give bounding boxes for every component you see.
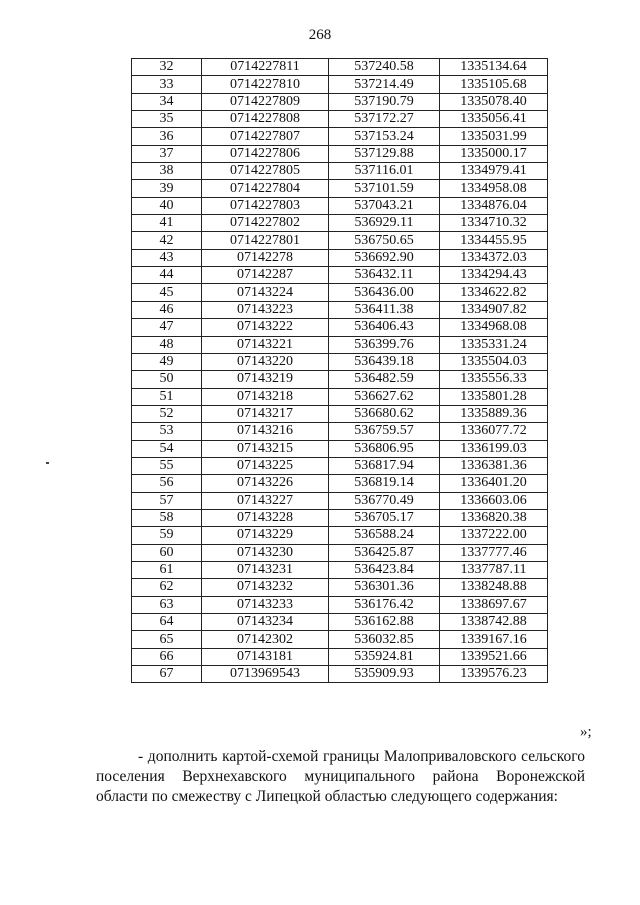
point-number-cell: 62 bbox=[132, 579, 202, 596]
table-row bbox=[132, 544, 548, 561]
x-coordinate-cell: 536750.65 bbox=[329, 232, 440, 249]
table-row bbox=[132, 666, 548, 683]
point-id-cell: 0714227811 bbox=[202, 59, 329, 76]
point-number-cell: 65 bbox=[132, 631, 202, 648]
x-coordinate-cell: 536436.00 bbox=[329, 284, 440, 301]
x-coordinate-cell: 536759.57 bbox=[329, 423, 440, 440]
y-coordinate-cell: 1334372.03 bbox=[440, 249, 548, 266]
point-number-cell: 59 bbox=[132, 527, 202, 544]
scan-speck bbox=[46, 462, 49, 464]
point-id-cell: 07142302 bbox=[202, 631, 329, 648]
table-row bbox=[132, 267, 548, 284]
point-number-cell: 40 bbox=[132, 197, 202, 214]
point-id-cell: 0714227809 bbox=[202, 93, 329, 110]
y-coordinate-cell: 1335105.68 bbox=[440, 76, 548, 93]
x-coordinate-cell: 537172.27 bbox=[329, 111, 440, 128]
x-coordinate-cell: 536423.84 bbox=[329, 561, 440, 578]
table-row bbox=[132, 197, 548, 214]
point-number-cell: 32 bbox=[132, 59, 202, 76]
x-coordinate-cell: 536770.49 bbox=[329, 492, 440, 509]
point-id-cell: 07143218 bbox=[202, 388, 329, 405]
point-number-cell: 53 bbox=[132, 423, 202, 440]
y-coordinate-cell: 1334876.04 bbox=[440, 197, 548, 214]
table-row bbox=[132, 509, 548, 526]
x-coordinate-cell: 535909.93 bbox=[329, 666, 440, 683]
x-coordinate-cell: 536929.11 bbox=[329, 215, 440, 232]
table-row bbox=[132, 336, 548, 353]
y-coordinate-cell: 1336820.38 bbox=[440, 509, 548, 526]
table-row bbox=[132, 353, 548, 370]
point-number-cell: 48 bbox=[132, 336, 202, 353]
table-row bbox=[132, 232, 548, 249]
point-id-cell: 07143223 bbox=[202, 301, 329, 318]
point-id-cell: 07142278 bbox=[202, 249, 329, 266]
y-coordinate-cell: 1335889.36 bbox=[440, 405, 548, 422]
x-coordinate-cell: 536482.59 bbox=[329, 371, 440, 388]
point-number-cell: 66 bbox=[132, 648, 202, 665]
point-id-cell: 07143221 bbox=[202, 336, 329, 353]
point-id-cell: 0714227808 bbox=[202, 111, 329, 128]
y-coordinate-cell: 1339576.23 bbox=[440, 666, 548, 683]
table-row bbox=[132, 440, 548, 457]
x-coordinate-cell: 536439.18 bbox=[329, 353, 440, 370]
y-coordinate-cell: 1339521.66 bbox=[440, 648, 548, 665]
point-id-cell: 07143232 bbox=[202, 579, 329, 596]
y-coordinate-cell: 1338742.88 bbox=[440, 614, 548, 631]
x-coordinate-cell: 537043.21 bbox=[329, 197, 440, 214]
point-number-cell: 37 bbox=[132, 145, 202, 162]
point-number-cell: 35 bbox=[132, 111, 202, 128]
table-row bbox=[132, 457, 548, 474]
amendment-paragraph: - дополнить картой-схемой границы Малоприваловского сельского поселения Верхнехавского муниципального района Воронежской области по смежеству с Липецкой областью следующего содержания: bbox=[96, 748, 585, 805]
y-coordinate-cell: 1337777.46 bbox=[440, 544, 548, 561]
y-coordinate-cell: 1338697.67 bbox=[440, 596, 548, 613]
x-coordinate-cell: 536588.24 bbox=[329, 527, 440, 544]
point-id-cell: 0714227807 bbox=[202, 128, 329, 145]
point-number-cell: 51 bbox=[132, 388, 202, 405]
x-coordinate-cell: 536627.62 bbox=[329, 388, 440, 405]
y-coordinate-cell: 1336603.06 bbox=[440, 492, 548, 509]
point-id-cell: 0714227810 bbox=[202, 76, 329, 93]
x-coordinate-cell: 537214.49 bbox=[329, 76, 440, 93]
point-number-cell: 55 bbox=[132, 457, 202, 474]
x-coordinate-cell: 536425.87 bbox=[329, 544, 440, 561]
point-number-cell: 56 bbox=[132, 475, 202, 492]
point-number-cell: 61 bbox=[132, 561, 202, 578]
point-id-cell: 07143219 bbox=[202, 371, 329, 388]
point-number-cell: 63 bbox=[132, 596, 202, 613]
point-number-cell: 42 bbox=[132, 232, 202, 249]
point-number-cell: 34 bbox=[132, 93, 202, 110]
table-row bbox=[132, 301, 548, 318]
x-coordinate-cell: 537153.24 bbox=[329, 128, 440, 145]
point-id-cell: 07143220 bbox=[202, 353, 329, 370]
x-coordinate-cell: 536692.90 bbox=[329, 249, 440, 266]
table-row bbox=[132, 631, 548, 648]
table-row bbox=[132, 215, 548, 232]
y-coordinate-cell: 1334294.43 bbox=[440, 267, 548, 284]
x-coordinate-cell: 536301.36 bbox=[329, 579, 440, 596]
x-coordinate-cell: 536705.17 bbox=[329, 509, 440, 526]
point-number-cell: 44 bbox=[132, 267, 202, 284]
y-coordinate-cell: 1334622.82 bbox=[440, 284, 548, 301]
point-number-cell: 64 bbox=[132, 614, 202, 631]
table-row bbox=[132, 527, 548, 544]
point-id-cell: 07143225 bbox=[202, 457, 329, 474]
y-coordinate-cell: 1335134.64 bbox=[440, 59, 548, 76]
point-number-cell: 43 bbox=[132, 249, 202, 266]
x-coordinate-cell: 537116.01 bbox=[329, 163, 440, 180]
y-coordinate-cell: 1335078.40 bbox=[440, 93, 548, 110]
y-coordinate-cell: 1334907.82 bbox=[440, 301, 548, 318]
point-number-cell: 39 bbox=[132, 180, 202, 197]
point-number-cell: 54 bbox=[132, 440, 202, 457]
point-id-cell: 0714227801 bbox=[202, 232, 329, 249]
point-id-cell: 07143230 bbox=[202, 544, 329, 561]
table-row bbox=[132, 405, 548, 422]
point-id-cell: 07143234 bbox=[202, 614, 329, 631]
table-row bbox=[132, 145, 548, 162]
y-coordinate-cell: 1335504.03 bbox=[440, 353, 548, 370]
point-id-cell: 0714227805 bbox=[202, 163, 329, 180]
x-coordinate-cell: 536399.76 bbox=[329, 336, 440, 353]
x-coordinate-cell: 537101.59 bbox=[329, 180, 440, 197]
table-row bbox=[132, 579, 548, 596]
point-id-cell: 0713969543 bbox=[202, 666, 329, 683]
point-id-cell: 0714227803 bbox=[202, 197, 329, 214]
point-number-cell: 67 bbox=[132, 666, 202, 683]
point-number-cell: 46 bbox=[132, 301, 202, 318]
point-id-cell: 0714227806 bbox=[202, 145, 329, 162]
point-id-cell: 07143215 bbox=[202, 440, 329, 457]
point-id-cell: 07143222 bbox=[202, 319, 329, 336]
y-coordinate-cell: 1335801.28 bbox=[440, 388, 548, 405]
point-id-cell: 07143216 bbox=[202, 423, 329, 440]
point-number-cell: 41 bbox=[132, 215, 202, 232]
point-id-cell: 07143224 bbox=[202, 284, 329, 301]
x-coordinate-cell: 536806.95 bbox=[329, 440, 440, 457]
point-number-cell: 38 bbox=[132, 163, 202, 180]
table-row bbox=[132, 423, 548, 440]
point-id-cell: 07143227 bbox=[202, 492, 329, 509]
y-coordinate-cell: 1335031.99 bbox=[440, 128, 548, 145]
table-row bbox=[132, 111, 548, 128]
x-coordinate-cell: 536680.62 bbox=[329, 405, 440, 422]
x-coordinate-cell: 535924.81 bbox=[329, 648, 440, 665]
coordinates-table-body bbox=[132, 59, 548, 683]
table-row bbox=[132, 128, 548, 145]
y-coordinate-cell: 1336199.03 bbox=[440, 440, 548, 457]
point-id-cell: 07143229 bbox=[202, 527, 329, 544]
x-coordinate-cell: 536176.42 bbox=[329, 596, 440, 613]
table-row bbox=[132, 76, 548, 93]
table-row bbox=[132, 93, 548, 110]
y-coordinate-cell: 1334455.95 bbox=[440, 232, 548, 249]
y-coordinate-cell: 1335556.33 bbox=[440, 371, 548, 388]
point-id-cell: 07143228 bbox=[202, 509, 329, 526]
y-coordinate-cell: 1336381.36 bbox=[440, 457, 548, 474]
table-row bbox=[132, 59, 548, 76]
table-row bbox=[132, 180, 548, 197]
y-coordinate-cell: 1336077.72 bbox=[440, 423, 548, 440]
y-coordinate-cell: 1339167.16 bbox=[440, 631, 548, 648]
point-id-cell: 0714227802 bbox=[202, 215, 329, 232]
point-number-cell: 45 bbox=[132, 284, 202, 301]
point-id-cell: 07143233 bbox=[202, 596, 329, 613]
x-coordinate-cell: 536819.14 bbox=[329, 475, 440, 492]
table-row bbox=[132, 561, 548, 578]
coordinates-table bbox=[131, 58, 548, 683]
point-number-cell: 33 bbox=[132, 76, 202, 93]
page-number: 268 bbox=[308, 27, 332, 43]
y-coordinate-cell: 1334710.32 bbox=[440, 215, 548, 232]
point-number-cell: 60 bbox=[132, 544, 202, 561]
point-id-cell: 07142287 bbox=[202, 267, 329, 284]
point-number-cell: 49 bbox=[132, 353, 202, 370]
x-coordinate-cell: 537240.58 bbox=[329, 59, 440, 76]
table-row bbox=[132, 163, 548, 180]
x-coordinate-cell: 536032.85 bbox=[329, 631, 440, 648]
x-coordinate-cell: 536411.38 bbox=[329, 301, 440, 318]
y-coordinate-cell: 1335331.24 bbox=[440, 336, 548, 353]
point-number-cell: 52 bbox=[132, 405, 202, 422]
table-row bbox=[132, 475, 548, 492]
y-coordinate-cell: 1336401.20 bbox=[440, 475, 548, 492]
y-coordinate-cell: 1334979.41 bbox=[440, 163, 548, 180]
point-id-cell: 07143226 bbox=[202, 475, 329, 492]
y-coordinate-cell: 1334958.08 bbox=[440, 180, 548, 197]
y-coordinate-cell: 1337222.00 bbox=[440, 527, 548, 544]
table-row bbox=[132, 648, 548, 665]
table-row bbox=[132, 388, 548, 405]
y-coordinate-cell: 1334968.08 bbox=[440, 319, 548, 336]
x-coordinate-cell: 536432.11 bbox=[329, 267, 440, 284]
x-coordinate-cell: 537190.79 bbox=[329, 93, 440, 110]
y-coordinate-cell: 1335000.17 bbox=[440, 145, 548, 162]
table-row bbox=[132, 284, 548, 301]
y-coordinate-cell: 1338248.88 bbox=[440, 579, 548, 596]
x-coordinate-cell: 536162.88 bbox=[329, 614, 440, 631]
closing-quote: »; bbox=[580, 724, 592, 740]
x-coordinate-cell: 536817.94 bbox=[329, 457, 440, 474]
point-number-cell: 36 bbox=[132, 128, 202, 145]
point-number-cell: 47 bbox=[132, 319, 202, 336]
point-id-cell: 0714227804 bbox=[202, 180, 329, 197]
point-id-cell: 07143181 bbox=[202, 648, 329, 665]
point-number-cell: 57 bbox=[132, 492, 202, 509]
table-row bbox=[132, 614, 548, 631]
table-row bbox=[132, 596, 548, 613]
point-id-cell: 07143217 bbox=[202, 405, 329, 422]
y-coordinate-cell: 1335056.41 bbox=[440, 111, 548, 128]
y-coordinate-cell: 1337787.11 bbox=[440, 561, 548, 578]
point-number-cell: 50 bbox=[132, 371, 202, 388]
point-number-cell: 58 bbox=[132, 509, 202, 526]
table-row bbox=[132, 319, 548, 336]
x-coordinate-cell: 536406.43 bbox=[329, 319, 440, 336]
x-coordinate-cell: 537129.88 bbox=[329, 145, 440, 162]
table-row bbox=[132, 249, 548, 266]
point-id-cell: 07143231 bbox=[202, 561, 329, 578]
table-row bbox=[132, 492, 548, 509]
table-row bbox=[132, 371, 548, 388]
